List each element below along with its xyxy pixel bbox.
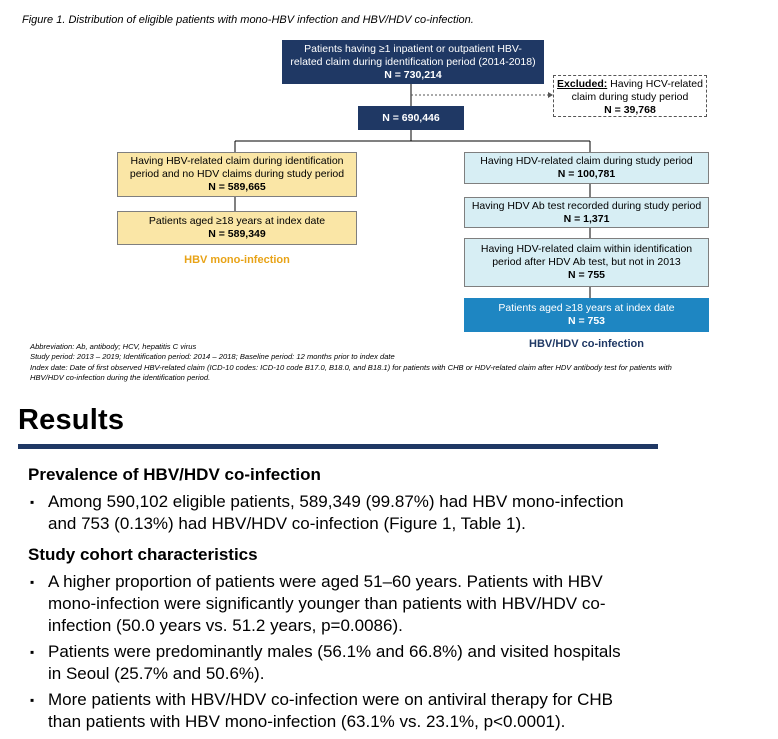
hdv-adult-box	[464, 298, 709, 332]
figure-caption: Figure 1. Distribution of eligible patients with mono-HBV infection and HBV/HDV co-infection.	[22, 14, 474, 26]
bullet-line: than patients with HBV mono-infection (63.1% vs. 23.1%, p<0.0001).	[48, 712, 566, 731]
antiviral-bullet	[28, 689, 668, 733]
age-bullet	[28, 571, 668, 637]
note-index-date-cont: HBV/HDV co-infection during the identification period.	[30, 373, 211, 383]
prevalence-bullet	[28, 491, 668, 535]
prevalence-heading: Prevalence of HBV/HDV co-infection	[28, 465, 321, 484]
top-patient-box	[282, 40, 544, 84]
bullet-line: mono-infection were significantly younger than patients with HBV/HDV co-	[48, 594, 606, 613]
bullet-line: A higher proportion of patients were aged 51–60 years. Patients with HBV	[48, 572, 603, 591]
bullet-line: Among 590,102 eligible patients, 589,349 (99.87%) had HBV mono-infection	[48, 492, 624, 511]
hdv-claim-box	[464, 152, 709, 184]
figure-notes	[30, 342, 770, 384]
results-divider	[18, 444, 658, 449]
hdv-ident-line2: period after HDV Ab test, but not in 2013	[492, 256, 681, 268]
hdv-adult-count: N = 753	[567, 315, 606, 327]
hbv-claim-box	[117, 152, 357, 197]
note-abbreviation: Abbreviation: Ab, antibody; HCV, hepatitis C virus	[30, 342, 197, 351]
remaining-count: N = 690,446	[382, 111, 440, 124]
excluded-count: N = 39,768	[604, 104, 656, 116]
top-box-line2: related claim during identification period (2014-2018)	[290, 55, 536, 68]
bullet-line: Patients were predominantly males (56.1% and 66.8%) and visited hospitals	[48, 642, 621, 661]
hbv-claim-line2: period and no HDV claims during study period	[129, 168, 345, 180]
excluded-line1: Having HCV-related	[607, 78, 703, 90]
hbv-adult-box	[117, 211, 357, 245]
sex-bullet	[28, 641, 668, 685]
hdv-ident-count: N = 755	[567, 269, 606, 281]
bullet-line: in Seoul (25.7% and 50.6%).	[48, 664, 265, 683]
hdv-ident-line1: Having HDV-related claim within identification	[480, 243, 693, 255]
hdv-claim-line1: Having HDV-related claim during study period	[480, 155, 693, 167]
hbv-adult-count: N = 589,349	[208, 228, 266, 240]
results-title: Results	[18, 404, 125, 436]
bullet-line: More patients with HBV/HDV co-infection were on antiviral therapy for CHB	[48, 690, 614, 709]
excluded-box	[553, 75, 707, 117]
bullet-mark: ▪	[30, 495, 35, 509]
hdv-identification-box	[464, 238, 709, 287]
bullet-mark: ▪	[30, 693, 35, 707]
hdv-adult-line1: Patients aged ≥18 years at index date	[498, 302, 675, 314]
note-study-period: Study period: 2013 – 2019; Identification period: 2014 – 2018; Baseline period: 12 months prior to index date	[30, 352, 395, 362]
hdv-ab-line1: Having HDV Ab test recorded during study period	[471, 199, 702, 212]
bullet-mark: ▪	[30, 645, 35, 659]
bullet-line: and 753 (0.13%) had HBV/HDV co-infection (Figure 1, Table 1).	[48, 514, 526, 533]
top-box-count: N = 730,214	[384, 68, 442, 81]
cohort-heading: Study cohort characteristics	[28, 545, 258, 564]
excluded-line2: claim during study period	[571, 91, 689, 103]
excluded-label: Excluded:	[557, 78, 608, 90]
hdv-ab-count: N = 1,371	[563, 212, 610, 225]
top-box-line1: Patients having ≥1 inpatient or outpatient HBV-	[304, 42, 522, 55]
remaining-patients-box	[358, 106, 464, 130]
hbv-adult-line1: Patients aged ≥18 years at index date	[148, 215, 326, 227]
hbv-claim-line1: Having HBV-related claim during identification	[130, 155, 344, 167]
bullet-mark: ▪	[30, 575, 35, 589]
note-index-date: Index date: Date of first observed HBV-related claim (ICD-10 codes: ICD-10 code B17.0, B18.0, and B18.1) for patients with CHB or HDV-related claim after HDV antibody test for patients with	[30, 362, 672, 372]
hbv-mono-label: HBV mono-infection	[184, 254, 290, 266]
hdv-ab-test-box	[464, 197, 709, 228]
bullet-line: infection (50.0 years vs. 51.2 years, p=0.0086).	[48, 616, 403, 635]
hbv-claim-count: N = 589,665	[208, 181, 266, 193]
hbv-hdv-co-label: HBV/HDV co-infection	[529, 338, 644, 350]
hdv-claim-count: N = 100,781	[557, 168, 616, 180]
